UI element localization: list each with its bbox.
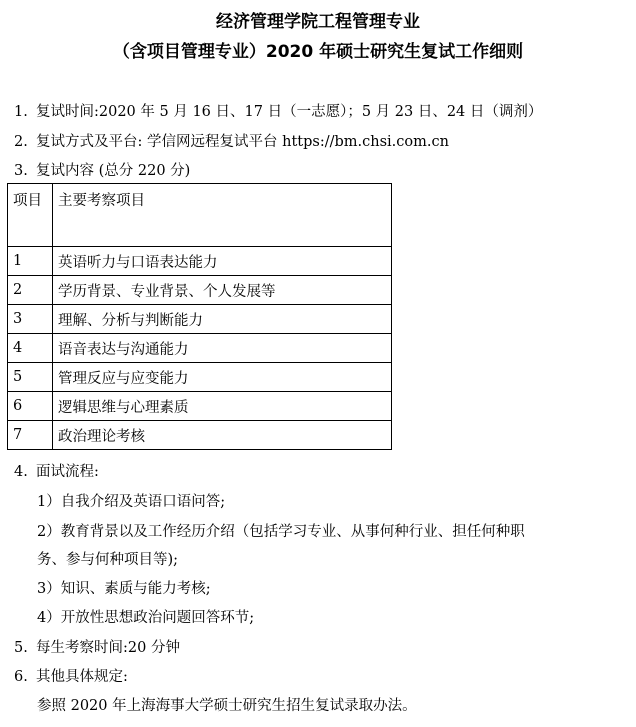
item-exam-platform: [14, 132, 449, 152]
interview-step-continued: 务、参与何种项目等);: [37, 552, 179, 568]
table-cell-item: 理解、分析与判断能力: [53, 305, 392, 334]
table-cell-item: 政治理论考核: [53, 421, 392, 450]
table-row: [8, 421, 392, 450]
table-cell-no: 5: [8, 363, 53, 392]
document-title: 经济管理学院工程管理专业: [216, 12, 420, 32]
interview-step: 2）教育背景以及工作经历介绍（包括学习专业、从事何种行业、担任何种职: [37, 524, 525, 540]
table-row: [8, 392, 392, 421]
item-time-per-student: [14, 638, 180, 658]
table-row: [8, 276, 392, 305]
table-cell-item: 语音表达与沟通能力: [53, 334, 392, 363]
table-cell-no: 3: [8, 305, 53, 334]
item-text: 每生考察时间:20 分钟: [36, 640, 180, 656]
item-text: 面试流程:: [36, 464, 99, 480]
item-interview-process: [14, 462, 99, 482]
table-cell-item: 英语听力与口语表达能力: [53, 247, 392, 276]
table-cell-no: 4: [8, 334, 53, 363]
item-number: 3.: [14, 163, 28, 179]
item-number: 6.: [14, 669, 28, 685]
item-text: 复试内容 (总分 220 分): [36, 163, 191, 179]
document-subtitle: （含项目管理专业）2020 年硕士研究生复试工作细则: [112, 42, 524, 62]
item-number: 1.: [14, 104, 28, 120]
item-number: 2.: [14, 134, 28, 150]
table-row: [8, 334, 392, 363]
table-header-row: [8, 184, 392, 247]
interview-step: 4）开放性思想政治问题回答环节;: [37, 610, 255, 626]
interview-step: 1）自我介绍及英语口语问答;: [37, 494, 226, 510]
item-text: 复试时间:2020 年 5 月 16 日、17 日（一志愿）；5 月 23 日、24 日（调剂）: [36, 104, 543, 120]
item-other-rules: [14, 667, 128, 687]
item-number: 5.: [14, 640, 28, 656]
exam-content-table: [7, 183, 392, 450]
item-exam-content: [14, 161, 190, 181]
table-cell-no: 1: [8, 247, 53, 276]
table-cell-no: 2: [8, 276, 53, 305]
table-row: [8, 305, 392, 334]
other-rules-text: 参照 2020 年上海海事大学硕士研究生招生复试录取办法。: [37, 698, 417, 714]
table-header-content: 主要考察项目: [53, 184, 392, 247]
table-row: [8, 247, 392, 276]
table-cell-no: 7: [8, 421, 53, 450]
table-cell-item: 学历背景、专业背景、个人发展等: [53, 276, 392, 305]
interview-step: 3）知识、素质与能力考核;: [37, 581, 211, 597]
table-cell-item: 逻辑思维与心理素质: [53, 392, 392, 421]
item-text: 其他具体规定:: [36, 669, 128, 685]
table-row: [8, 363, 392, 392]
table-cell-item: 管理反应与应变能力: [53, 363, 392, 392]
item-exam-time: [14, 102, 542, 122]
table-cell-no: 6: [8, 392, 53, 421]
item-text: 复试方式及平台: 学信网远程复试平台 https://bm.chsi.com.cn: [36, 134, 449, 150]
item-number: 4.: [14, 464, 28, 480]
table-header-item: 项目: [8, 184, 53, 247]
